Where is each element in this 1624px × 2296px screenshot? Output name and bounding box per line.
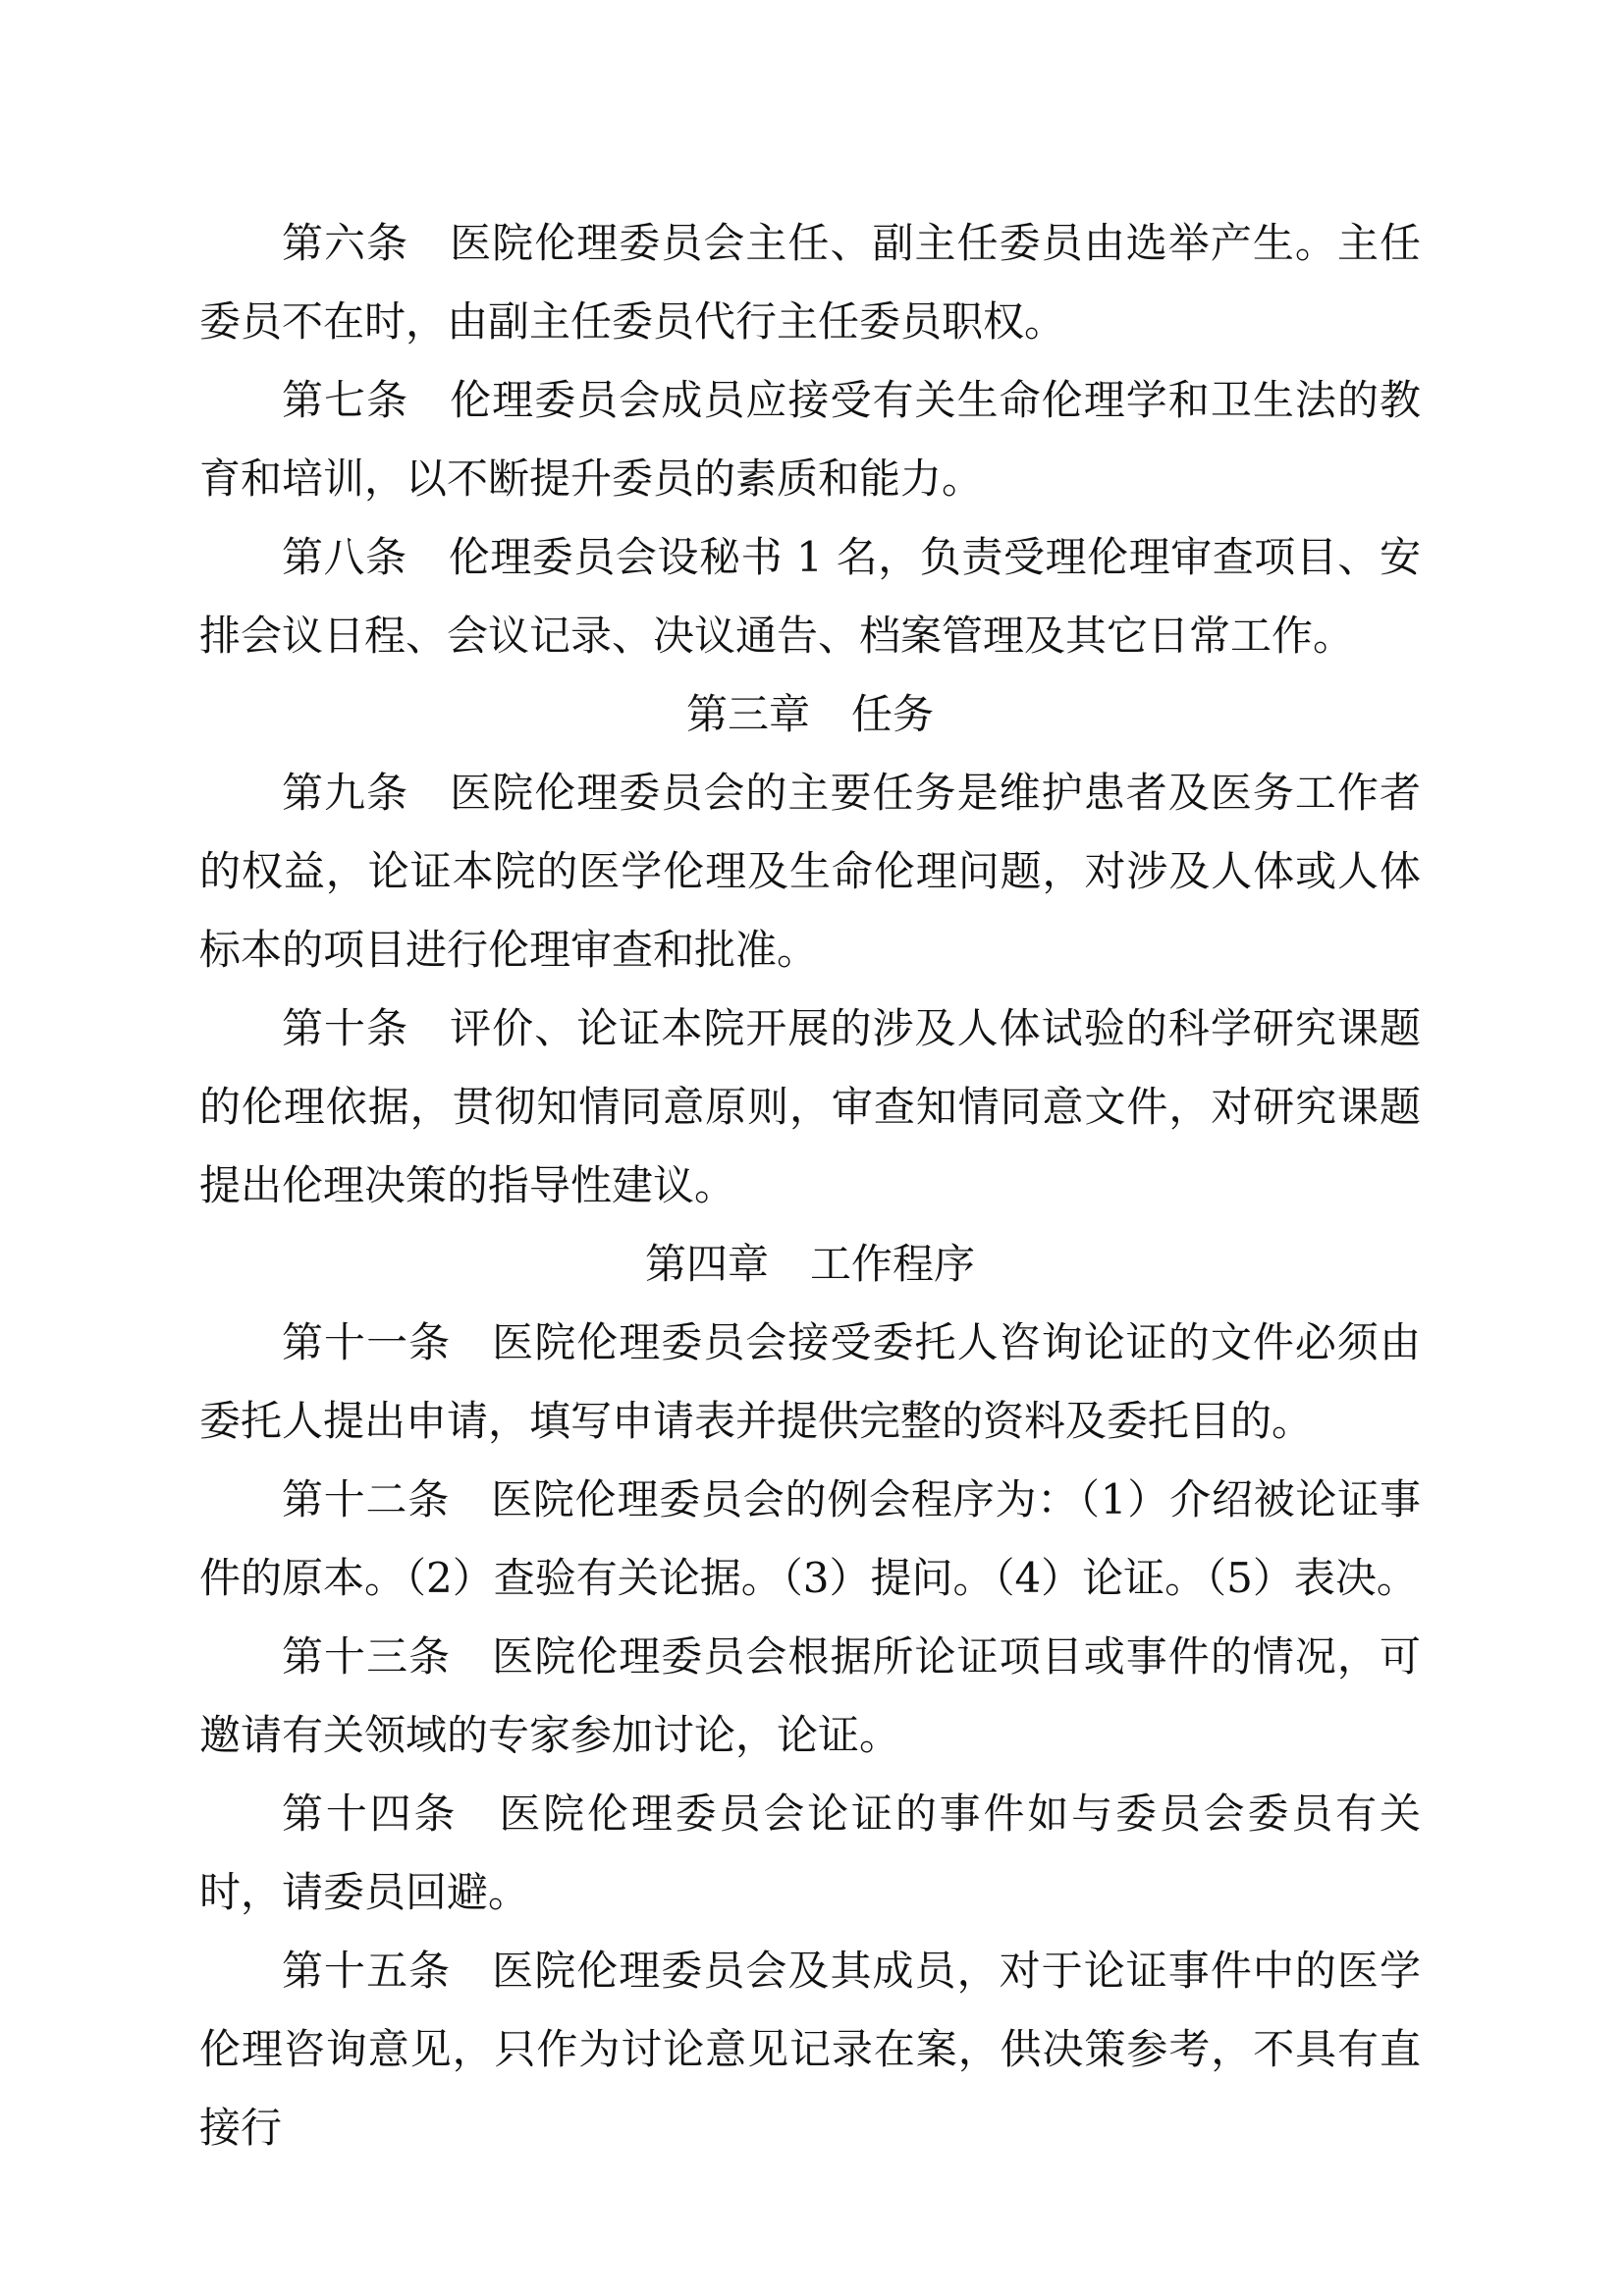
article-12 — [199, 1461, 1421, 1618]
document-body — [199, 204, 1421, 2167]
article-text: 评价、论证本院开展的涉及人体试验的科学研究课题的伦理依据，贯彻知情同意原则，审查知情同意文件，对研究课题提出伦理决策的指导性建议。 — [199, 1004, 1421, 1209]
article-text: 伦理委员会设秘书 1 名，负责受理伦理审查项目、安排会议日程、会议记录、决议通告、档案管理及其它日常工作。 — [199, 533, 1421, 660]
article-number: 第十一条 — [282, 1318, 452, 1366]
article-number: 第十条 — [282, 1004, 409, 1052]
article-9 — [199, 754, 1421, 989]
chapter-4-heading — [199, 1225, 1421, 1304]
article-14 — [199, 1775, 1421, 1932]
article-number: 第七条 — [282, 376, 409, 424]
chapter-3-heading — [199, 675, 1421, 754]
chapter-title: 任务 — [851, 690, 935, 738]
article-text: 医院伦理委员会根据所论证项目或事件的情况，可邀请有关领域的专家参加讨论，论证。 — [199, 1632, 1421, 1759]
article-15 — [199, 1932, 1421, 2167]
article-number: 第十三条 — [282, 1632, 452, 1681]
chapter-number: 第四章 — [644, 1240, 769, 1288]
article-text: 医院伦理委员会的主要任务是维护患者及医务工作者的权益，论证本院的医学伦理及生命伦理问题，对涉及人体或人体标本的项目进行伦理审查和批准。 — [199, 769, 1421, 974]
article-7 — [199, 361, 1421, 518]
article-8 — [199, 518, 1421, 675]
chapter-number: 第三章 — [685, 690, 810, 738]
article-11 — [199, 1304, 1421, 1461]
article-number: 第八条 — [282, 533, 407, 581]
article-text: 医院伦理委员会论证的事件如与委员会委员有关时，请委员回避。 — [199, 1789, 1421, 1916]
article-number: 第十五条 — [282, 1947, 452, 1995]
article-text: 医院伦理委员会主任、副主任委员由选举产生。主任委员不在时，由副主任委员代行主任委员职权。 — [199, 219, 1421, 346]
article-13 — [199, 1618, 1421, 1775]
article-number: 第六条 — [282, 219, 409, 267]
article-number: 第九条 — [282, 769, 409, 817]
article-text: 医院伦理委员会接受委托人咨询论证的文件必须由委托人提出申请，填写申请表并提供完整的资料及委托目的。 — [199, 1318, 1421, 1445]
article-10 — [199, 989, 1421, 1225]
article-number: 第十四条 — [282, 1789, 459, 1838]
chapter-title: 工作程序 — [810, 1240, 976, 1288]
article-text: 医院伦理委员会及其成员，对于论证事件中的医学伦理咨询意见，只作为讨论意见记录在案，供决策参考，不具有直接行 — [199, 1947, 1421, 2152]
article-text: 医院伦理委员会的例会程序为：（1）介绍被论证事件的原本。（2）查验有关论据。（3）提问。（4）论证。（5）表决。 — [199, 1475, 1421, 1602]
article-6 — [199, 204, 1421, 361]
article-text: 伦理委员会成员应接受有关生命伦理学和卫生法的教育和培训，以不断提升委员的素质和能力。 — [199, 376, 1421, 503]
article-number: 第十二条 — [282, 1475, 451, 1523]
